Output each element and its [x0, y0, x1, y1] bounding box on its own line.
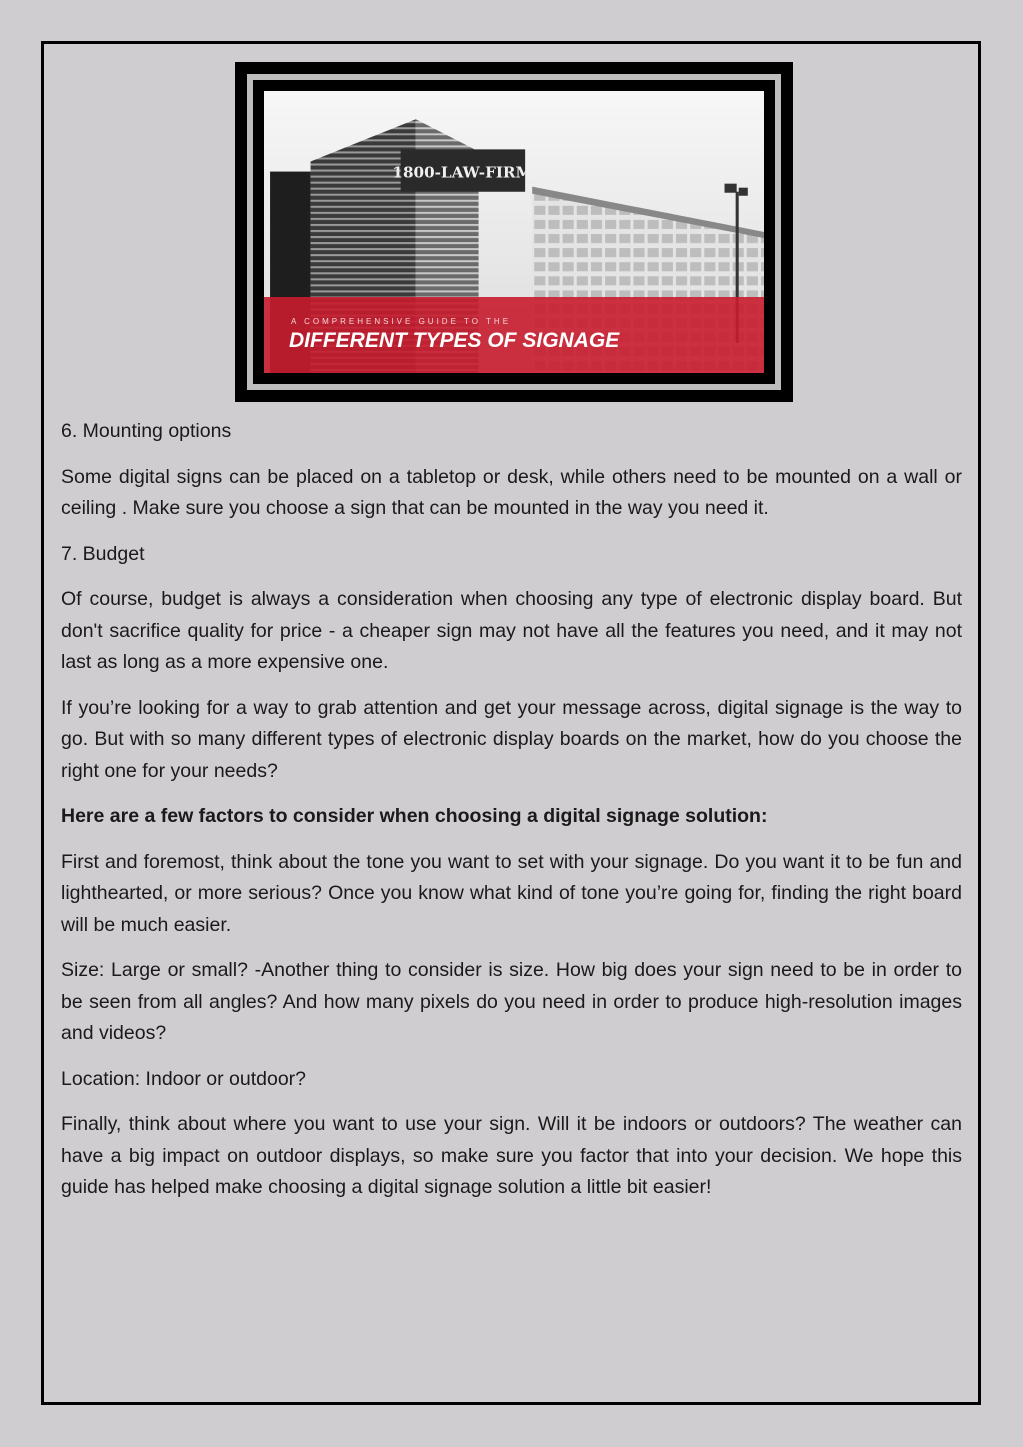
- paragraph: Of course, budget is always a consideration when choosing any type of electronic display board. But don't sacrifice quality for price - a cheaper sign may not have all the features you need, and it may not last as long as a more expensive one.: [61, 588, 962, 673]
- paragraph: First and foremost, think about the tone you want to set with your signage. Do you want it to be fun and lighthearted, or more serious? Once you know what kind of tone you’re going for, finding the right board will be much easier.: [61, 850, 962, 936]
- hero-image-border: [247, 74, 781, 390]
- paragraph: 7. Budget: [61, 542, 145, 565]
- paragraph: If you’re looking for a way to grab attention and get your message across, digital signage is the way to go. But with so many different types of electronic display boards on the market, how do you choose the right one for your needs?: [61, 696, 962, 782]
- hero-image: [235, 62, 793, 402]
- page-frame: [41, 41, 981, 1405]
- paragraph: Size: Large or small? -Another thing to consider is size. How big does your sign need to be in order to be seen from all angles? And how many pixels do you need in order to produce high-resolution images and videos?: [61, 959, 962, 1044]
- sign-text: 1800-LAW-FIRM: [392, 163, 533, 182]
- banner-title: DIFFERENT TYPES OF SIGNAGE: [289, 329, 620, 352]
- paragraph: Location: Indoor or outdoor?: [61, 1067, 307, 1090]
- paragraph: Finally, think about where you want to use your sign. Will it be indoors or outdoors? The weather can have a big impact on outdoor displays, so make sure you factor that into your decision. We hope this guide has helped make choosing a digital signage solution a little bit easier!: [61, 1113, 962, 1198]
- article-body: [61, 416, 962, 1218]
- paragraph: Some digital signs can be placed on a tabletop or desk, while others need to be mounted on a wall or ceiling . Make sure you choose a sign that can be mounted in the way you need it.: [61, 465, 962, 519]
- paragraph: 6. Mounting options: [61, 420, 232, 442]
- building-photo: [264, 91, 764, 373]
- banner-kicker: A COMPREHENSIVE GUIDE TO THE: [291, 317, 512, 326]
- title-banner: [264, 297, 764, 373]
- paragraph-heading: Here are a few factors to consider when choosing a digital signage solution:: [61, 805, 768, 827]
